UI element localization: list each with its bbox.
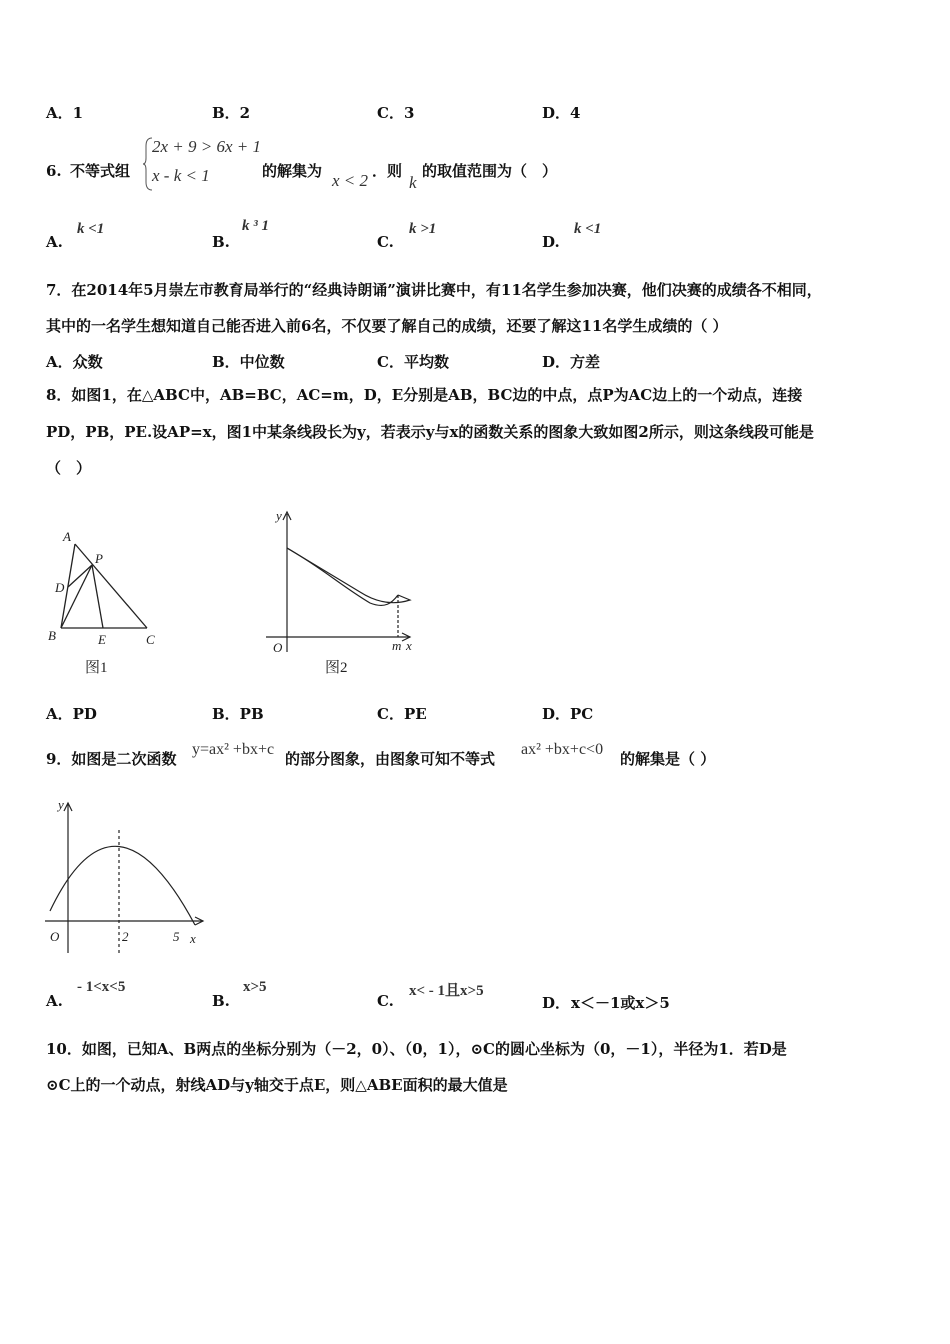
q9-option-b-label: B.: [212, 992, 230, 1010]
fig1-label-e: E: [98, 632, 106, 647]
q7-option-b: B．中位数: [212, 353, 285, 371]
q7-option-c: C．平均数: [377, 353, 449, 371]
q6-mid: 的解集为: [262, 162, 323, 180]
fig9-label-y: y: [58, 797, 64, 812]
fig1-caption: 图1: [85, 660, 108, 676]
q8-option-a: A．PD: [46, 705, 97, 723]
q6-solution: x < 2: [332, 171, 369, 190]
q5-option-d: D．4: [542, 104, 581, 122]
q6-option-b-label: B.: [212, 233, 230, 251]
q6-option-c-label: C.: [377, 233, 394, 251]
q9-ineq: ax² +bx+c<0: [521, 741, 604, 758]
q9-parabola-figure: [40, 795, 220, 955]
q10-line2: ⊙C上的一个动点，射线AD与y轴交于点E，则△ABE面积的最大值是: [46, 1076, 508, 1094]
q5-option-c: C．3: [377, 104, 415, 122]
q6-eq2: x - k < 1: [152, 166, 210, 185]
q8-option-d: D．PC: [542, 705, 594, 723]
q7-line1: 7．在2014年5月崇左市教育局举行的“经典诗朗诵”演讲比赛中，有11名学生参加决赛，他们决赛的成绩各不相同，: [46, 281, 822, 299]
fig1-label-p: P: [95, 551, 103, 566]
q9-option-d-value: x＜－1或x＞5: [571, 994, 670, 1012]
fig9-label-5: 5: [173, 929, 180, 944]
q8-line1: 8．如图1，在△ABC中，AB=BC，AC=m，D，E分别是AB，BC边的中点，点P为AC边上的一个动点，连接: [46, 386, 803, 404]
q6-option-d-value: k <1: [574, 221, 602, 237]
q9-option-d-label: D．: [542, 994, 571, 1012]
fig1-label-a: A: [63, 529, 71, 544]
q9-option-a-value: - 1<x<5: [77, 979, 126, 995]
q8-line3: （ ）: [46, 459, 92, 477]
q6-option-b-value: k ³ 1: [242, 218, 269, 234]
fig9-label-o: O: [50, 929, 60, 944]
q6-prefix: 不等式组: [70, 162, 131, 180]
q7-option-a: A．众数: [46, 353, 103, 371]
q5-option-a: A．1: [46, 104, 84, 122]
fig9-label-2: 2: [122, 929, 129, 944]
q6-eq1: 2x + 9 > 6x + 1: [152, 137, 262, 156]
fig1-label-b: B: [48, 628, 56, 643]
q8-line2: PD，PB，PE.设AP=x，图1中某条线段长为y，若表示y与x的函数关系的图象大致如图2所示，则这条线段可能是: [46, 423, 814, 441]
q7-option-d: D．方差: [542, 353, 601, 371]
q9-prefix: 9．如图是二次函数: [46, 750, 177, 768]
q6-number: 6.: [46, 162, 62, 180]
q5-option-b: B．2: [212, 104, 251, 122]
figure-1-triangle: [61, 544, 147, 628]
fig2-label-y: y: [276, 508, 282, 523]
parabola-curve: [50, 846, 195, 925]
q9-func: y=ax² +bx+c: [192, 741, 275, 758]
fig2-label-m: m: [392, 638, 402, 653]
q8-figures: [40, 500, 440, 690]
fig2-label-x: x: [406, 638, 412, 653]
q9-option-c-value: x< - 1且x>5: [409, 983, 484, 999]
q6-var: k: [409, 173, 417, 192]
fig2-caption: 图2: [325, 660, 348, 676]
q7-line2: 其中的一名学生想知道自己能否进入前6名，不仅要了解自己的成绩，还要了解这11名学生成绩的（ ）: [46, 317, 728, 335]
q6-then: ．则: [372, 162, 403, 180]
q9-option-b-value: x>5: [243, 979, 267, 995]
q10-line1: 10．如图，已知A、B两点的坐标分别为（－2，0）、（0，1），⊙C的圆心坐标为（0，－1），半径为1．若D是: [46, 1040, 787, 1058]
q9-mid: 的部分图象，由图象可知不等式: [285, 750, 496, 768]
q9-option-c-label: C.: [377, 992, 394, 1010]
q6-option-a-label: A.: [46, 233, 63, 251]
q8-option-b: B．PB: [212, 705, 264, 723]
fig2-label-o: O: [273, 640, 283, 655]
q6-option-c-value: k >1: [409, 221, 437, 237]
q6-option-d-label: D.: [542, 233, 560, 251]
figure-2-graph: [266, 512, 410, 652]
q6-suffix: 的取值范围为（ ）: [422, 162, 558, 180]
q8-option-c: C．PE: [377, 705, 427, 723]
fig1-label-d: D: [55, 580, 65, 595]
fig9-label-x: x: [190, 931, 196, 946]
q6-option-a-value: k <1: [77, 221, 105, 237]
fig1-label-c: C: [146, 632, 155, 647]
q9-option-a-label: A.: [46, 992, 63, 1010]
q9-suffix: 的解集是（ ）: [620, 750, 716, 768]
